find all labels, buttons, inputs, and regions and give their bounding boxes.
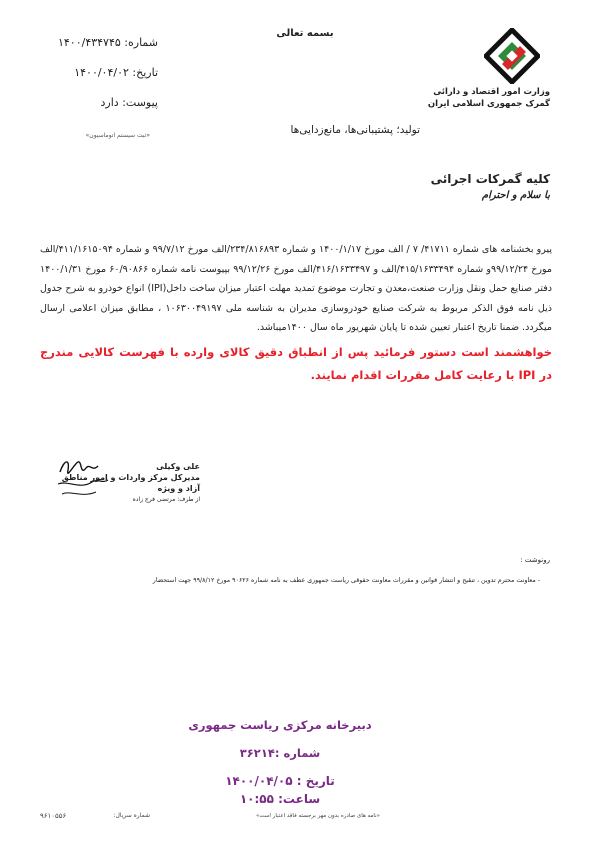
- stamp-date: تاریخ : ۱۴۰۰/۰۴/۰۵: [225, 774, 335, 788]
- signatory-on-behalf: از طرف: مرتضی فرج زاده: [132, 496, 200, 503]
- letter-instruction: خواهشمند است دستور فرمائید پس از انطباق دقیق کالای وارده با فهرست کالایی مندرج در IPI با رعایت کامل مقررات اقدام نمایند.: [40, 345, 552, 382]
- letter-date-value: ۱۴۰۰/۰۴/۰۲: [74, 66, 129, 79]
- secretariat-stamp: [180, 718, 380, 806]
- letter-subject: تولید؛ پشتیبانی‌ها، مانع‌زدایی‌ها: [290, 124, 420, 136]
- footer-validity-note: «نامه های صادره بدون مهر برجسته فاقد اعتبار است»: [256, 813, 380, 819]
- stamp-office: دبیرخانه مرکزی ریاست جمهوری: [188, 718, 372, 732]
- stamp-time: ساعت: ۱۰:۵۵: [239, 792, 321, 806]
- organization-name: [420, 86, 550, 110]
- bismillah-title: بسمه تعالی: [276, 28, 334, 39]
- letter-recipient: کلیه گمرکات اجرائی: [430, 172, 550, 186]
- footer-serial-value: ۹۶۱۰۵۵۶: [40, 812, 67, 820]
- stamp-number: شماره :۳۶۲۱۴: [239, 746, 321, 760]
- customs-name: گمرک جمهوری اسلامی ایران: [427, 99, 550, 109]
- cc-label: رونوشت :: [520, 556, 550, 564]
- letter-number-label: شماره:: [124, 36, 158, 49]
- signature-block: [60, 461, 200, 505]
- letter-body: پیرو بخشنامه های شماره ۴۱۷۱۱/ ۷ / الف مورخ ۱۴۰۰/۱/۱۷ و شماره ۲۳۴/۸۱۶۸۹۳/الف مورخ ۹۹/۷/۱۲ و شماره ۴۱۱/۱۶۱۵۰۹۴/الف مورخ ۹۹/۱۲/۲۴و شماره ۴۱۵/۱۶۳۳۴۹۴/الف و ۴۱۶/۱۶۳۳۴۹۷/الف مورخ ۹۹/۱۲/۲۶ بپیوست نامه شماره ۶۰/۹۰۸۶۶ مورخ ۱۴۰۰/۱/۳۱ دفتر صنایع حمل ونقل وزارت صنعت،معدن و تجارت موضوع تمدید مهلت اعتبار میزان ساخت داخل(IPI) انواع خودرو به شرح جدول ذیل نامه فوق الذکر مربوط به شرکت صنایع خودروسازی مدیران به شناسه ملی ۱۰۶۳۰۰۴۹۱۹۷ ، مطابق میزان اعلامی ارسال میگردد. ضمنا تاریخ اعتبار تعیین شده تا پایان شهریور ماه سال ۱۴۰۰میباشد.: [40, 244, 553, 333]
- letter-number-value: ۱۴۰۰/۴۳۴۷۴۵: [57, 36, 121, 49]
- attachment-value: دارد: [100, 96, 119, 109]
- signatory-title: مدیرکل مرکز واردات و امور مناطق آزاد و ویژه: [61, 473, 200, 493]
- signatory-name: علی وکیلی: [156, 462, 200, 471]
- cc-bullet: -: [535, 577, 540, 584]
- letter-attachment: [28, 96, 158, 109]
- letter-number: [28, 36, 158, 49]
- customs-logo: [484, 28, 540, 84]
- letter-greeting: با سلام و احترام: [481, 190, 550, 201]
- letter-date: [28, 66, 158, 79]
- footer-serial-label: شماره سریال:: [113, 812, 150, 819]
- automation-system-note: «ثبت سیستم اتوماسیون»: [85, 132, 150, 139]
- letter-date-label: تاریخ:: [132, 66, 158, 79]
- cc-item-text: معاونت محترم تدوین ، تنقیح و انتشار قوانین و مقررات معاونت حقوقی ریاست جمهوری عطف به نامه شماره ۹۰۶۲۶ مورخ ۹۹/۸/۱۲ جهت استحضار: [152, 577, 536, 584]
- attachment-label: پیوست:: [122, 96, 158, 109]
- ministry-name: وزارت امور اقتصاد و دارائی: [433, 87, 550, 97]
- cc-item: [70, 577, 540, 584]
